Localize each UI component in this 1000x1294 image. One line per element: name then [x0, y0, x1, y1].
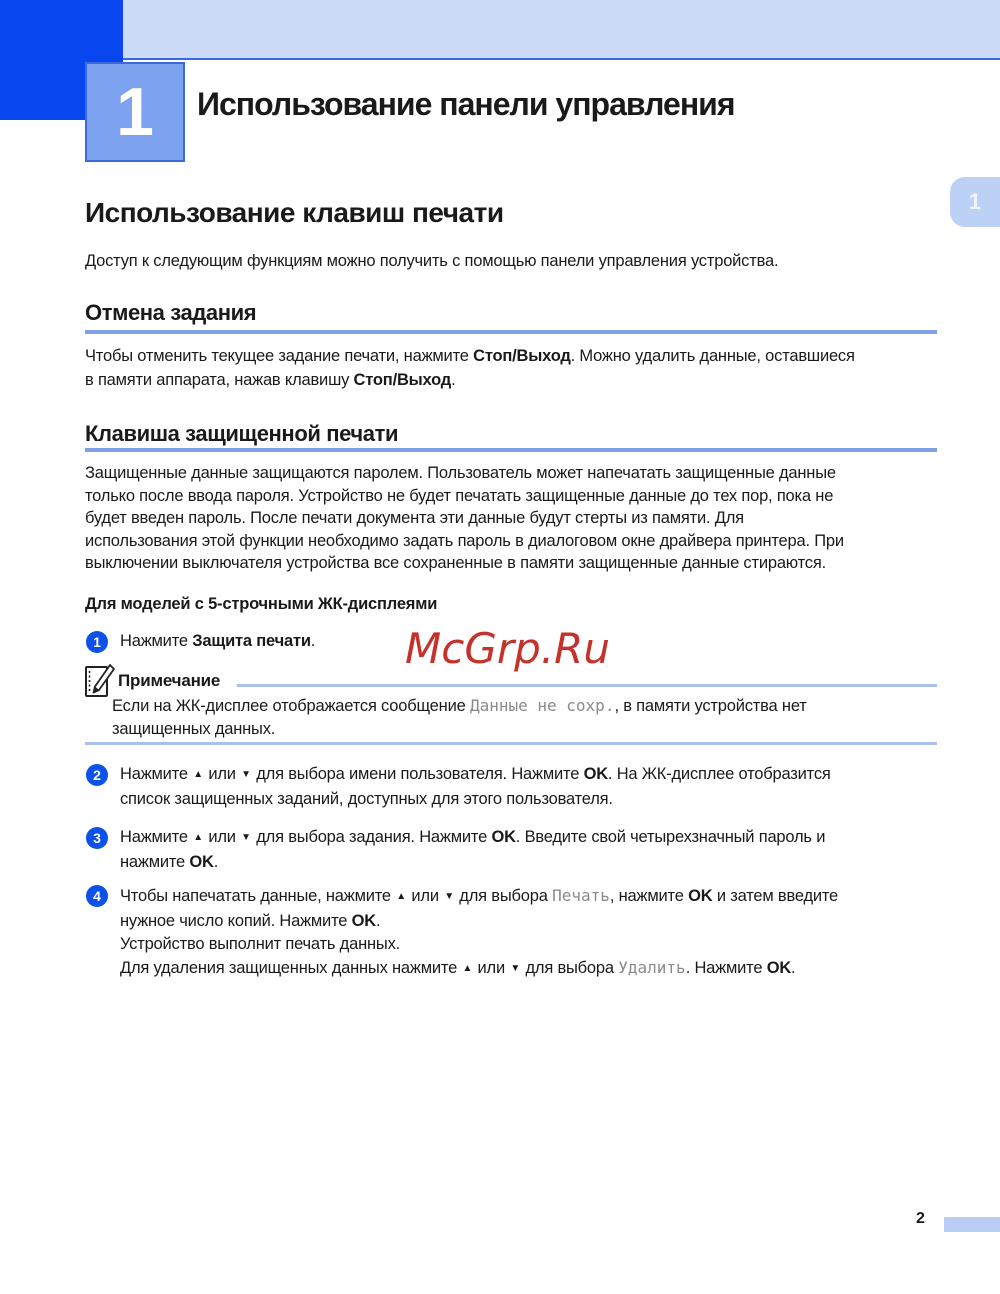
- page-number: 2: [916, 1210, 925, 1227]
- paragraph-line: защищенных данных.: [112, 720, 276, 738]
- intro-paragraph: [85, 250, 778, 273]
- side-chapter-tab-number: 1: [968, 189, 982, 214]
- chapter-number-box: [85, 62, 185, 162]
- watermark: McGrp.Ru: [405, 624, 610, 673]
- step-line: Нажмите ▲ или ▼ для выбора имени пользователя. Нажмите OK. На ЖК-дисплее отобразится: [120, 765, 831, 783]
- paragraph-line: в памяти аппарата, нажав клавишу Стоп/Выход.: [85, 371, 456, 389]
- section-heading-cancel-job: Отмена задания: [85, 300, 257, 325]
- step-number-badge: 3: [86, 827, 108, 849]
- note-paragraph: [112, 694, 807, 741]
- chapter-title: Использование панели управления: [197, 86, 735, 122]
- paragraph-line: Защищенные данные защищаются паролем. Пользователь может напечатать защищенные данные: [85, 464, 836, 482]
- step-line: список защищенных заданий, доступных для этого пользователя.: [120, 790, 613, 808]
- section-rule: [85, 448, 937, 452]
- step-line: Нажмите Защита печати.: [120, 632, 316, 650]
- step-2: [86, 763, 946, 811]
- paragraph-line: Если на ЖК-дисплее отображается сообщение Данные не сохр., в памяти устройства нет: [112, 696, 807, 715]
- note-label: Примечание: [118, 671, 221, 690]
- paragraph-line: использования этой функции необходимо задать пароль в диалоговом окне драйвера принтера. При: [85, 531, 844, 550]
- step-3: [86, 826, 946, 874]
- side-chapter-tab: [950, 177, 1000, 227]
- paragraph-line: только после ввода пароля. Устройство не будет печатать защищенные данные до тех пор, пока не: [85, 486, 834, 505]
- paragraph-line: Чтобы отменить текущее задание печати, нажмите Стоп/Выход. Можно удалить данные, оставшиеся: [85, 347, 855, 365]
- models-subheading: Для моделей с 5-строчными ЖК-дисплеями: [85, 595, 438, 613]
- step-line: Для удаления защищенных данных нажмите ▲ или ▼ для выбора Удалить. Нажмите OK.: [120, 958, 796, 977]
- step-line: нажмите OK.: [120, 853, 219, 871]
- note-bottom-rule: [85, 742, 937, 745]
- step-line: нужное число копий. Нажмите OK.: [120, 912, 381, 930]
- header-band: [120, 0, 1000, 60]
- paragraph-line: Доступ к следующим функциям можно получить с помощью панели управления устройства.: [85, 252, 779, 270]
- page-title: Использование клавиш печати: [85, 197, 504, 228]
- section-heading-secure-print: Клавиша защищенной печати: [85, 421, 399, 446]
- secure-print-paragraph: [85, 462, 844, 575]
- step-number-badge: 2: [86, 764, 108, 786]
- step-line: Чтобы напечатать данные, нажмите ▲ или ▼ для выбора Печать, нажмите OK и затем введите: [120, 886, 839, 905]
- section-rule: [85, 330, 937, 334]
- step-number-badge: 4: [86, 885, 108, 907]
- footer-bar: [944, 1217, 1000, 1232]
- step-4: [86, 884, 946, 982]
- chapter-number: 1: [116, 74, 154, 150]
- step-number-badge: 1: [86, 631, 108, 653]
- note-label-rule: [237, 684, 937, 687]
- cancel-job-paragraph: [85, 344, 855, 392]
- step-line: Нажмите ▲ или ▼ для выбора задания. Нажмите OK. Введите свой четырехзначный пароль и: [120, 828, 826, 846]
- step-line: Устройство выполнит печать данных.: [120, 935, 401, 953]
- paragraph-line: будет введен пароль. После печати документа эти данные будут стерты из памяти. Для: [85, 509, 744, 527]
- paragraph-line: выключении выключателя устройства все сохраненные в памяти защищенные данные стираются.: [85, 554, 826, 572]
